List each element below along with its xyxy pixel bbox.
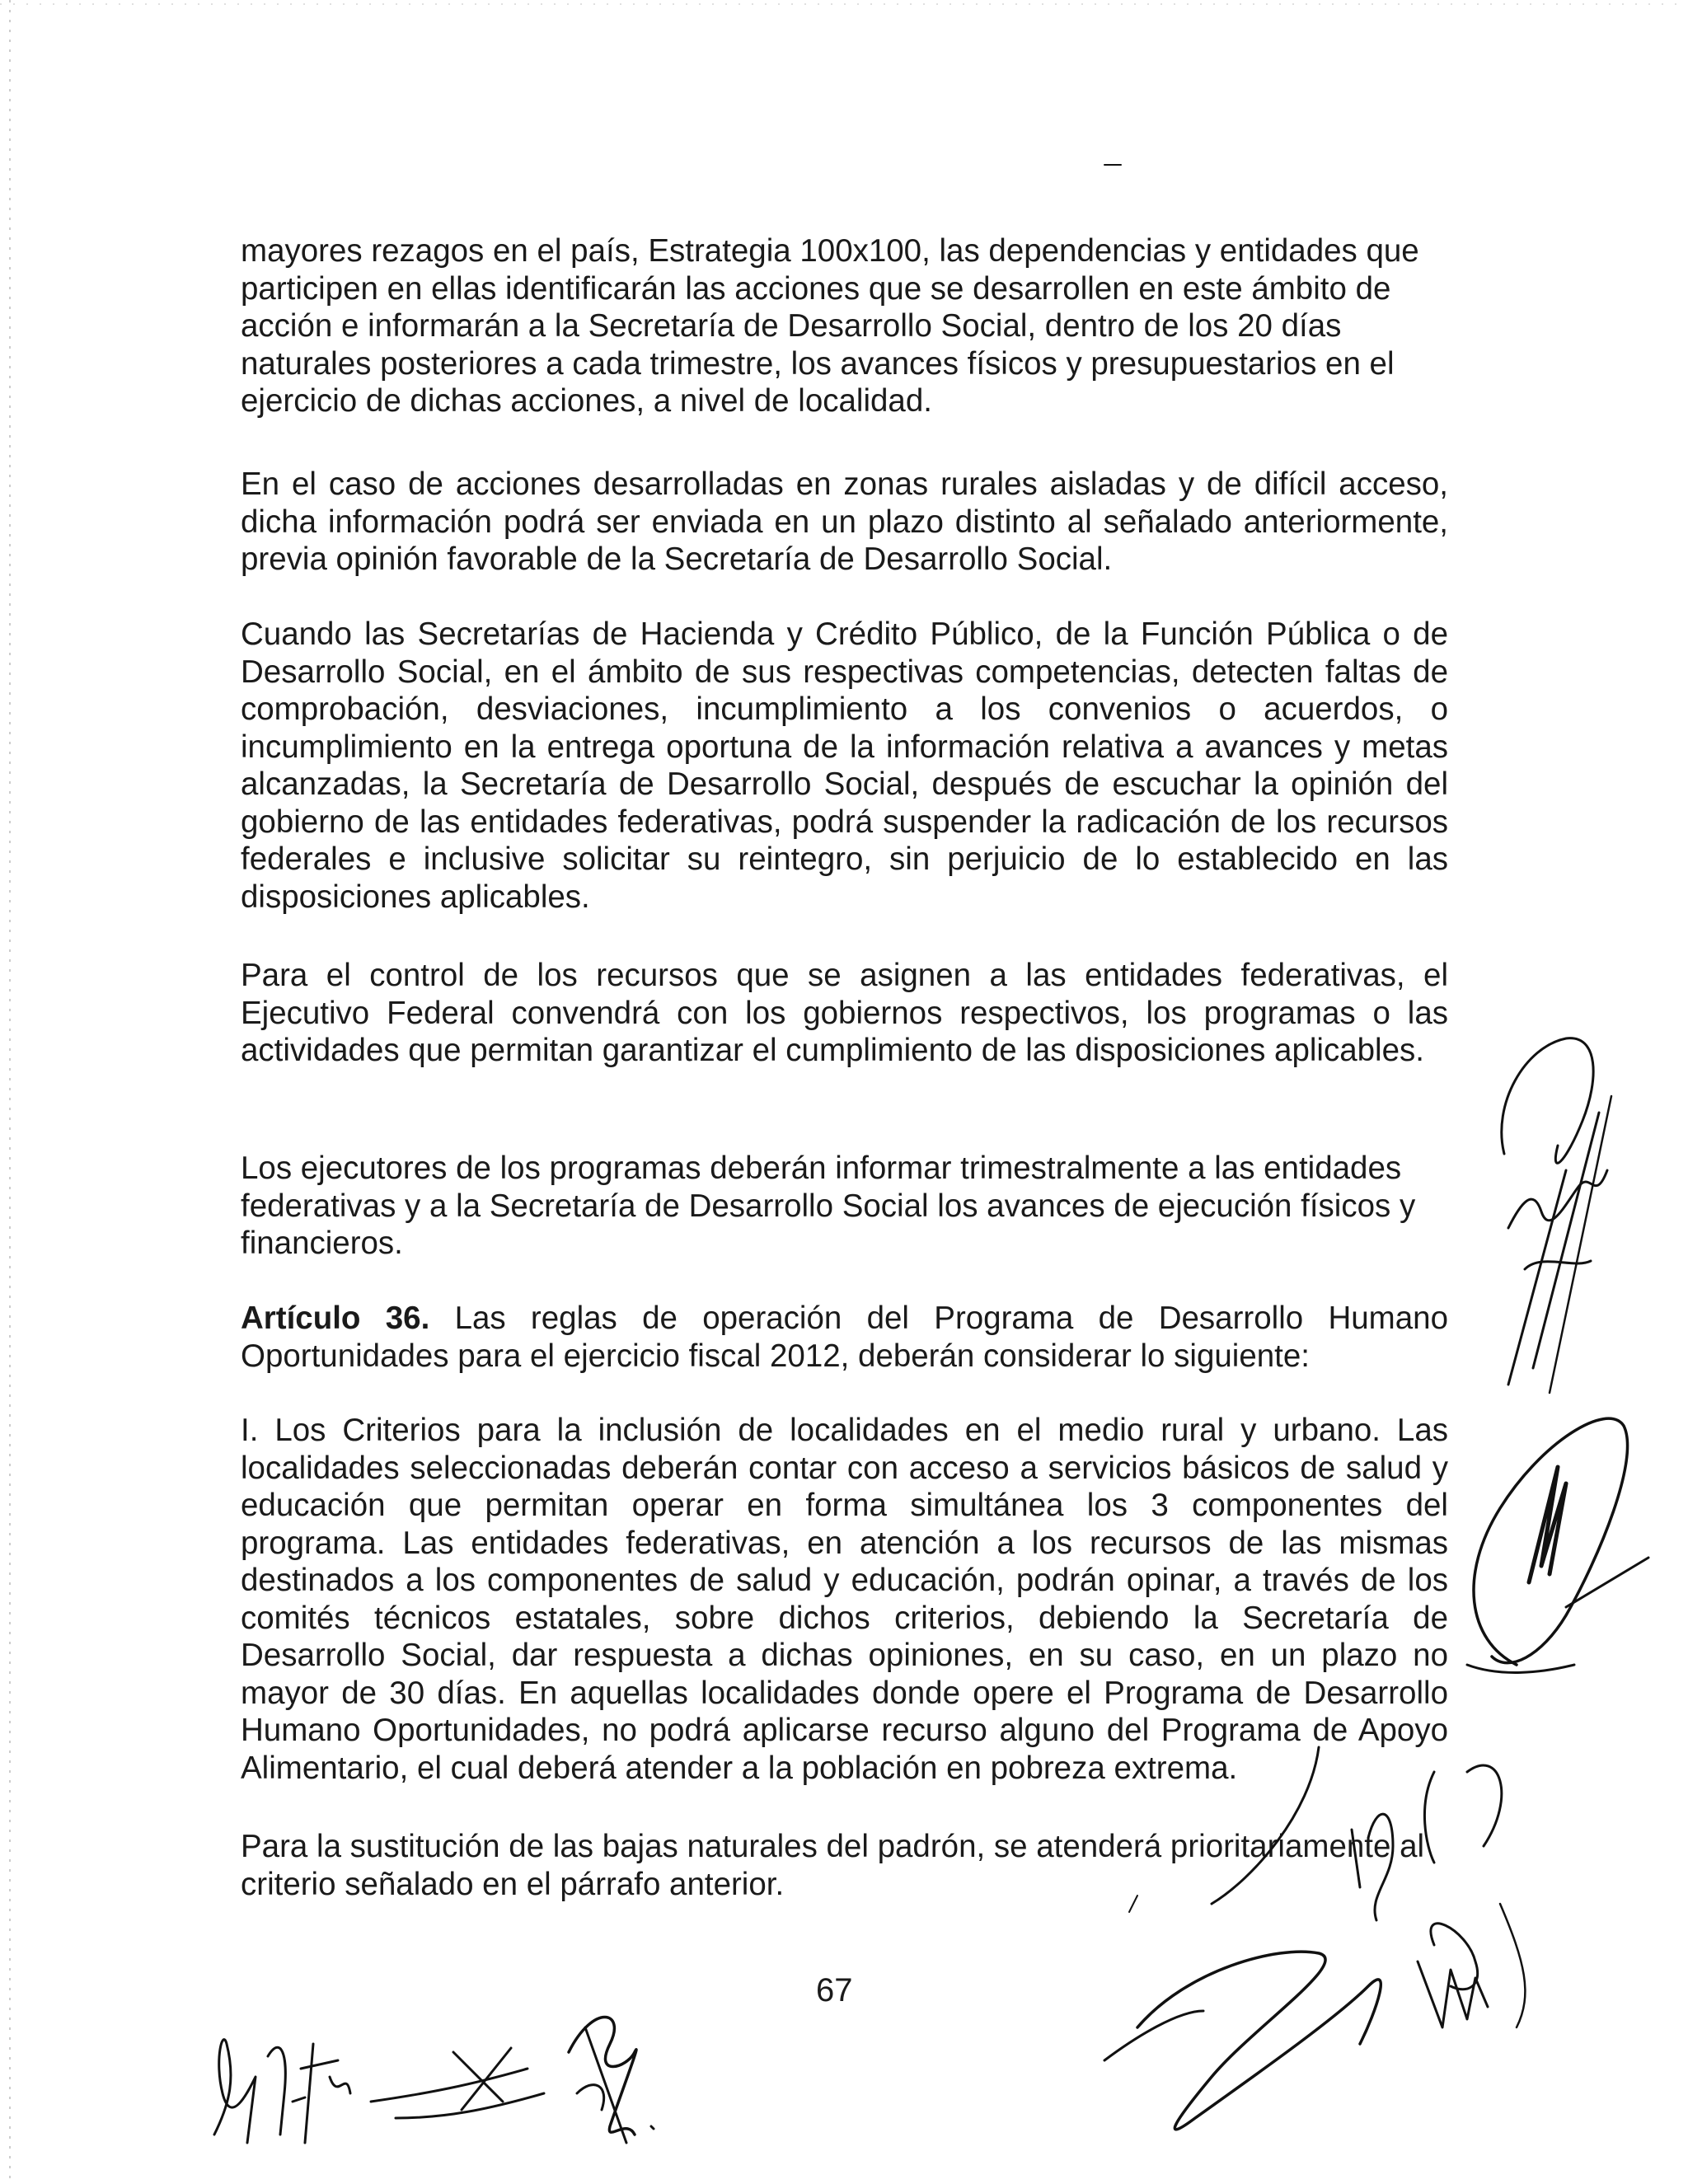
signature-bottom-left: [198, 1978, 758, 2168]
article-heading: Artículo 36.: [241, 1301, 430, 1336]
scan-speck: [1100, 157, 1125, 173]
paragraph-substitution: Para la sustitución de las bajas naturales del padrón, se atenderá prioritariamente al criterio señalado en el párrafo anterior.: [241, 1829, 1425, 1902]
scan-edge-top: [0, 0, 1688, 8]
signature-right-oval: [1451, 1393, 1673, 1722]
article-item-i: I. Los Criterios para la inclusión de localidades en el medio rural y urbano. Las localidades seleccionadas deberán contar con acceso a servicios básicos de salud y educación que permitan operar en forma simultánea los 3 componentes del programa. Las entidades federativas, en atención a los recursos de las mismas destinados a los componentes de salud y educación, podrán opinar, a través de los comités técnicos estatales, sobre dichos criterios, debiendo la Secretaría de Desarrollo Social, dar respuesta a dichas opiniones, en su caso, en un plazo no mayor de 30 días. En aquellas localidades donde opere el Programa de Desarrollo Humano Oportunidades, no podrá aplicarse recurso alguno del Programa de Apoyo Alimentario, el cual deberá atender a la población en pobreza extrema.: [241, 1413, 1448, 1786]
paragraph-quarterly-report: Los ejecutores de los programas deberán informar trimestralmente a las entidades federativas y a la Secretaría de Desarrollo Social los avances de ejecución físicos y financieros.: [241, 1151, 1416, 1261]
scan-edge-left: [5, 0, 15, 2184]
article-text: Las reglas de operación del Programa de Desarrollo Humano Oportunidades para el ejercicio fiscal 2012, deberán considerar lo siguiente:: [241, 1301, 1448, 1374]
paragraph-resource-control: Para el control de los recursos que se asignen a las entidades federativas, el Ejecutivo Federal convendrá con los gobiernos respectivos, los programas o las actividades que permitan garantizar el cumplimiento de las disposiciones aplicables.: [241, 958, 1448, 1068]
paragraph-reporting: mayores rezagos en el país, Estrategia 100x100, las dependencias y entidades que participen en ellas identificarán las acciones que se desarrollen en este ámbito de acción e informarán a la Secretaría de Desarrollo Social, dentro de los 20 días naturales posteriores a cada trimestre, los avances físicos y presupuestarios en el ejercicio de dichas acciones, a nivel de localidad.: [241, 233, 1419, 419]
paragraph-rural-areas: En el caso de acciones desarrolladas en zonas rurales aisladas y de difícil acceso, dicha información podrá ser enviada en un plazo distinto al señalado anteriormente, previa opinión favorable de la Secretaría de Desarrollo Social.: [241, 466, 1448, 577]
paragraph-sanctions: Cuando las Secretarías de Hacienda y Crédito Público, de la Función Pública o de Desarrollo Social, en el ámbito de sus respectivas competencias, detecten faltas de comprobación, desviaciones, incumplimiento a los convenios o acuerdos, o incumplimiento en la entrega oportuna de la información relativa a avances y metas alcanzadas, la Secretaría de Desarrollo Social, después de escuchar la opinión del gobierno de las entidades federativas, podrá suspender la radicación de los recursos federales e inclusive solicitar su reintegro, sin perjuicio de lo establecido en las disposiciones aplicables.: [241, 616, 1448, 915]
page-number: 67: [816, 1972, 853, 2008]
article-36: [241, 1300, 1448, 1375]
signature-right-upper: [1475, 1022, 1640, 1483]
